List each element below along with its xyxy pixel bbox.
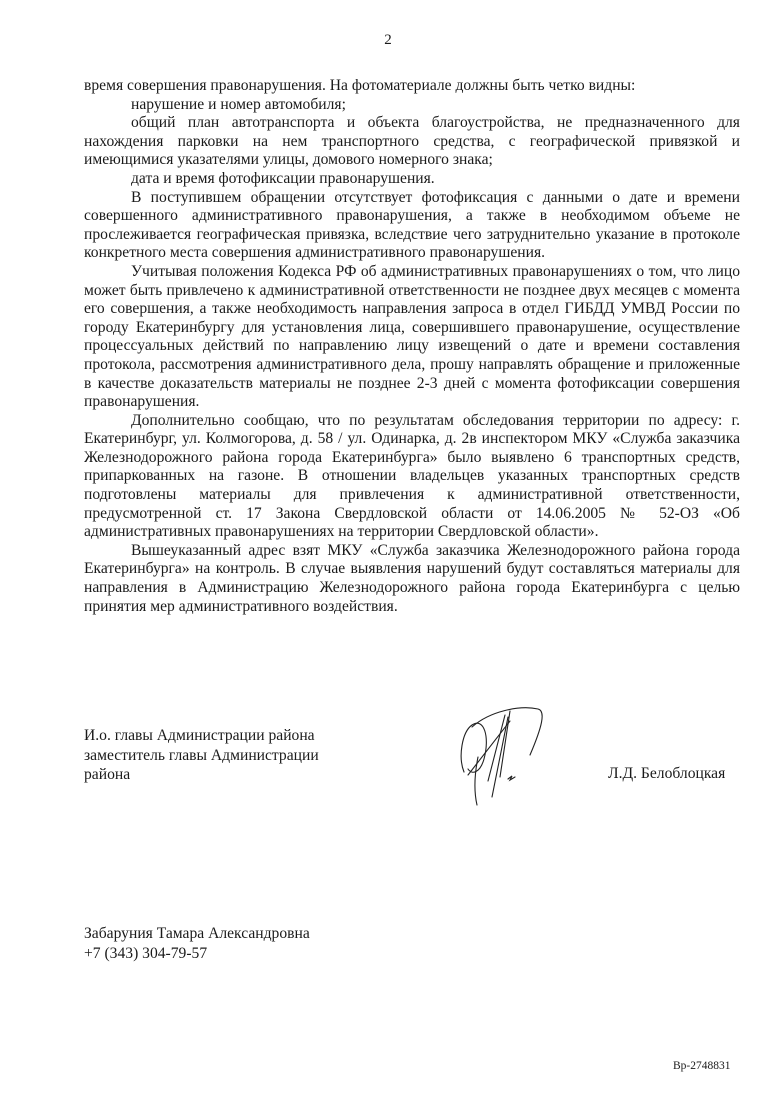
paragraph: время совершения правонарушения. На фотоматериале должны быть четко видны: xyxy=(84,77,636,94)
handwritten-signature-icon xyxy=(450,697,560,807)
paragraph: Дополнительно сообщаю, что по результатам обследования территории по адресу: г. Екатеринбург, ул. Колмогорова, д. 58 / ул. Одинарка, д. 2в инспектором МКУ «Служба заказчика Железнодорожного района города Екатеринбурга» было выявлено 6 транспортных средств, припаркованных на газоне. В отношении владельцев указанных транспортных средств подготовлены материалы для привлечения к административной ответственности, предусмотренной ст. 17 Закона Свердловской области от 14.06.2005 № 52-ОЗ «Об административных правонарушениях на территории Свердловской области». xyxy=(84,411,740,541)
contact-phone: +7 (343) 304-79-57 xyxy=(84,944,208,962)
document-id: Вр-2748831 xyxy=(673,1060,731,1072)
contact-info xyxy=(84,924,310,963)
position-line: района xyxy=(84,766,131,783)
signer-position xyxy=(84,726,319,785)
paragraph: общий план автотранспорта и объекта благоустройства, не предназначенного для нахождения парковки на нем транспортного средства, с географической привязкой и имеющимися указателями улицы, домового номерного знака; xyxy=(84,114,740,169)
letter-body xyxy=(84,77,740,616)
paragraph: нарушение и номер автомобиля; xyxy=(131,95,346,113)
paragraph: Учитывая положения Кодекса РФ об административных правонарушениях о том, что лицо может быть привлечено к административной ответственности не позднее двух месяцев с момента его совершения, а также необходимость направления запроса в отдел ГИБДД УМВД России по городу Екатеринбургу для установления лица, совершившего правонарушение, осуществление процессуальных действий по направлению лицу извещений о дате и времени составления протокола, рассмотрения административного дела, прошу направлять обращение и приложенные в качестве доказательств материалы не позднее 2-3 дней с момента фотофиксации совершения правонарушения. xyxy=(84,262,740,411)
position-line: заместитель главы Администрации xyxy=(84,746,319,764)
contact-name: Забаруния Тамара Александровна xyxy=(84,925,310,942)
page-number: 2 xyxy=(384,32,392,48)
signer-name: Л.Д. Белоблоцкая xyxy=(608,765,726,782)
paragraph: Вышеуказанный адрес взят МКУ «Служба заказчика Железнодорожного района города Екатеринбурга» на контроль. В случае выявления нарушений будут составляться материалы для направления в Администрацию Железнодорожного района города Екатеринбурга с целью принятия мер административного воздействия. xyxy=(84,541,740,615)
paragraph: В поступившем обращении отсутствует фотофиксация с данными о дате и времени совершенного административного правонарушения, а также в необходимом объеме не прослеживается географическая привязка, вследствие чего затруднительно указание в протоколе конкретного места совершения административного правонарушения. xyxy=(84,188,740,262)
position-line: И.о. главы Администрации района xyxy=(84,727,315,744)
paragraph: дата и время фотофиксации правонарушения. xyxy=(131,169,435,187)
